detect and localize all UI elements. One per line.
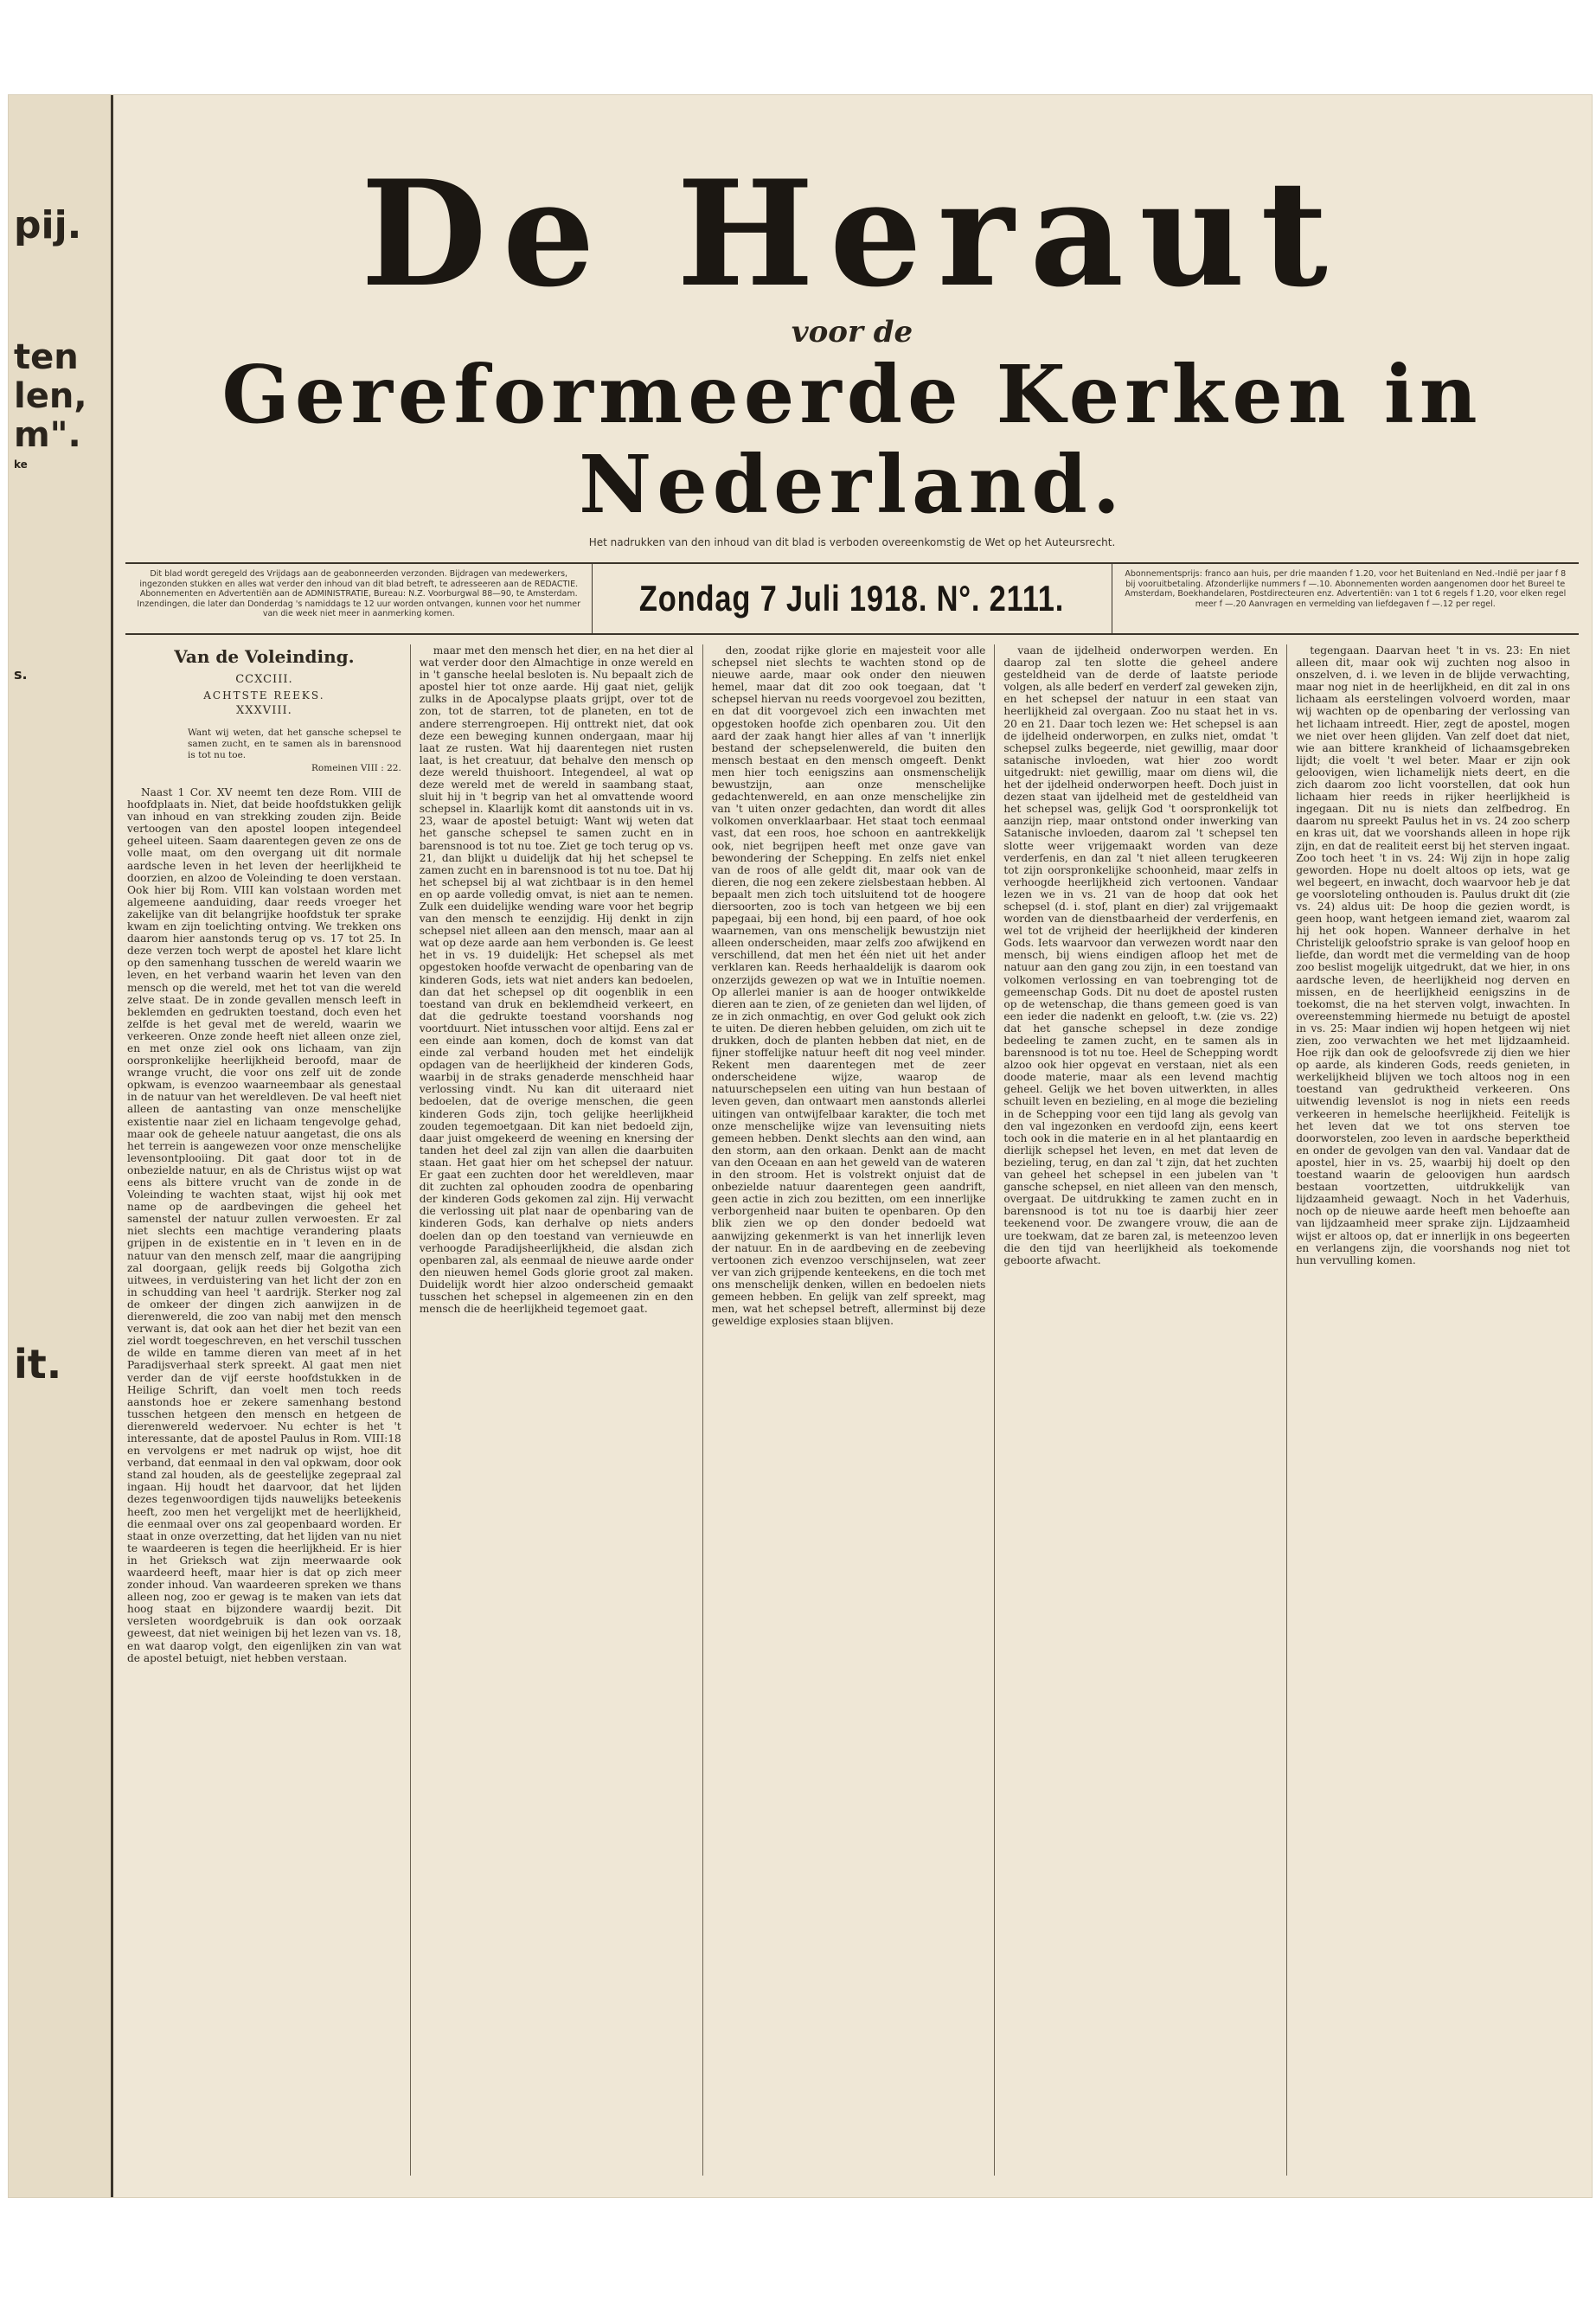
issue-date: Zondag 7 Juli 1918. N°. 2111. [639,578,1065,619]
editorial-info: Dit blad wordt geregeld des Vrijdags aan de geabonneerden verzonden. Bijdragen van medewerkers, ingezonden stukken en alles wat verder den inhoud van dit blad betreft, te adresseeren aan de REDACTIE. Abonnementen en Advertentiën aan de ADMINISTRATIE, Bureau: N.Z. Voorburgwal 88—90, te Amsterdam. Inzendingen, die later dan Donderdag 's namiddags te 12 uur worden ontvangen, kunnen voor het nummer van die week niet meer in aanmerking komen. [137,569,581,619]
strip-fragment: ten [14,337,79,377]
article-sub-number: XXXVIII. [236,704,292,717]
epigraph-text: Want wij weten, dat het gansche schepsel te samen zucht, en te samen als in barensnood is tot nu toe. [188,727,401,760]
adjacent-page-strip [9,95,113,2197]
column-text: maar met den mensch het dier, en na het dier al wat verder door den Almachtige in onze wereld en in 't gansche heelal besloten is. Nu bepaalt zich de apostel hier tot onze aarde. Hij gaat niet, gelijk zulks in de Apocalypse plaats grijpt, over tot de zon, tot de starren, tot de planeten, en tot de andere sterrengroepen. Hij onttrekt niet, dat ook deze een beweging kunnen ondergaan, maar hij laat ze rusten. Wat hij daarentegen niet rusten laat, is het creatuur, dat behalve den mensch op deze wereld thuishoort. Integendeel, al wat op deze wereld met de wereld in saambang staat, sluit hij in 't begrip van het al omvattende woord schepsel in. Klaarlijk komt dit aanstonds uit in vs. 23, waar de apostel betuigt: Want wij weten dat het gansche schepsel te samen zucht en in barensnood is tot nu toe. Ziet ge toch terug op vs. 21, dan blijkt u duidelijk dat hij het schepsel te zamen zucht en in barensnood is tot nu toe. Dat hij het schepsel bij al wat zichtbaar is in den hemel en op aarde volledig omvat, is niet aan te nemen. Zulk een duidelijke wending ware voor het begrip van den mensch te eenzijdig. Hij denkt in zijn schepsel niet alleen aan den mensch, maar aan al wat op deze aarde aan hem verbonden is. Ge leest het in vs. 19 duidelijk: Het schepsel als met opgestoken hoofde verwacht de openbaring van de kinderen Gods, iets wat niet anders kan bedoelen, dan dat het schepsel op dit oogenblik in een toestand van druk en beklemdheid verkeert, en dat die gedrukte toestand voorshands nog voortduurt. Niet intusschen voor altijd. Eens zal er een einde aan komen, doch de komst van dat einde zal verband houden met het eindelijk opdagen van de heerlijkheid der kinderen Gods, waarbij in de straks genaderde menschheid haar verlossing vindt. Nu kan dit uiteraard niet bedoelen, dat de overige menschen, die geen kinderen Gods zijn, toch gelijke heerlijkheid zouden tegemoetgaan. Dit kan niet bedoeld zijn, daar juist omgekeerd de weening en knersing der tanden het deel zal zijn van allen die daarbuiten staan. Het gaat hier om het schepsel der natuur. Er gaat een zuchten door het wereldleven, maar dit zuchten zal ophouden zoodra de openbaring der kinderen Gods gekomen zal zijn. Hij verwacht die verlossing uit plat naar de openbaring van de kinderen Gods, kan derhalve op niets anders doelen dan op den toestand van vernieuwde en verhoogde Paradijsheerlijkheid, die alsdan zich openbaren zal, als eenmaal de nieuwe aarde onder den nieuwen hemel Gods glorie groot zal maken. Duidelijk wordt hier alzoo onderscheid gemaakt tusschen het schepsel in algemeenen zin en den mensch die de heerlijkheid tegemoet gaat. [419,644,694,1316]
epigraph-reference: Romeinen VIII : 22. [311,763,401,773]
masthead-subtitle: voor de [791,315,913,349]
strip-fragment: pij. [14,203,82,247]
masthead-name: Gereformeerde Kerken in Nederland. [221,348,1483,531]
article-number: CCXCIII. [235,673,293,686]
column-text: Naast 1 Cor. XV neemt ten deze Rom. VIII de hoofdplaats in. Niet, dat beide hoofdstukken gelijk van inhoud en van strekking zouden zijn. Beide vertoogen van den apostel loopen integendeel geheel uiteen. Saam daarentegen geven ze ons de volle maat, om den overgang uit dit normale aardsche leven in het leven der heerlijkheid te doorzien, en alzoo de Voleinding te doen verstaan. Ook hier bij Rom. VIII kan volstaan worden met algemeene aanduiding, daar reeds vroeger het zakelijke van dit belangrijke hoofdstuk ter sprake kwam en zijn toelichting ontving. We trekken ons daarom hier aanstonds terug op vs. 17 tot 25. In deze verzen toch werpt de apostel het klare licht op den samenhang tusschen de wereld waarin we leven, en het verband waarin het leven van den mensch op die wereld, met het tot van die wereld zelve staat. De in zonde gevallen mensch leeft in beklemden en gedrukten toestand, doch even het zelfde is het geval met de wereld, waarin we verkeeren. Onze zonde heeft niet alleen onze ziel, en met onze ziel ook ons lichaam, van zijn oorspronkelijke heerlijkheid beroofd, maar de wrange vrucht, die voor ons zelf uit de zonde opkwam, is evenzoo waarneembaar als genestaal in de natuur van het wereldleven. De val heeft niet alleen de aantasting van onze menschelijke existentie naar ziel en lichaam tengevolge gehad, maar ook de geheele natuur aangetast, die ons als het terrein is aangewezen voor onze menschelijke levensontplooiing. Dit gaat door tot in de onbezielde natuur, en als de Christus wijst op wat eens als bittere vrucht van de zonde in de Voleinding te wachten staat, wijst hij ook met name op de aardbevingen die geheel het samenstel der natuur zullen verwoesten. Er zal niet slechts een machtige verandering plaats grijpen in de existentie en in 't leven en in de natuur van den mensch zelf, maar die aangrijping zal doorgaan, gelijk reeds bij Golgotha zich uitwees, in verduistering van het licht der zon en in schudding van heel 't aardrijk. Sterker nog zal de omkeer der dingen zich aanwijzen in de dierenwereld, die zoo van nabij met den mensch verwant is, dat ook aan het dier het bezit van een ziel wordt toegeschreven, en het verschil tusschen de wilde en tamme dieren van meet af in het Paradijsverhaal sterk spreekt. Al gaat men niet verder dan de vijf eerste hoofdstukken in de Heilige Schrift, dan voelt men toch reeds aanstonds hoe er zekere samenhang bestond tusschen hetgeen den mensch en hetgeen de dierenwereld wedervoer. Nu echter is het 't interessante, dat de apostel Paulus in Rom. VIII:18 en vervolgens er met nadruk op wijst, hoe dit verband, dat eenmaal in den val opkwam, door ook stand zal houden, als de geestelijke zegepraal zal ingaan. Hij houdt het daarvoor, dat het lijden dezes tegenwoordigen tijds nauwelijks beteekenis heeft, zoo men het vergelijkt met de heerlijkheid, die eenmaal over ons zal geopenbaard worden. Er staat in onze overzetting, dat het lijden van nu niet te waardeeren is tegen die heerlijkheid. Er is hier in het Grieksch wat zijn meerwaarde ook waardeerd heeft, maar hier is dat op zich meer zonder inhoud. Van waardeeren spreken we thans alleen nog, zoo er gewag is te maken van iets dat hoog staat en bijzondere waardij bezit. Dit versleten woordgebruik is dan ook oorzaak geweest, dat niet weinigen bij het lezen van vs. 18, en wat daarop volgt, den eigenlijken zin van wat de apostel betuigt, niet hebben verstaan. [127,786,401,1664]
article-title: Van de Voleinding. [174,646,355,667]
masthead-title: De Heraut [361,148,1343,319]
copyright-notice: Het nadrukken van den inhoud van dit blad is verboden overeenkomstig de Wet op het Auteursrecht. [588,536,1116,548]
column-3 [702,644,995,2176]
column-text: vaan de ijdelheid onderworpen werden. En daarop zal ten slotte die geheel andere gesteldheid van de derde of laatste periode volgen, als alle bederf en verderf zal geweken zijn, en het schepsel der natuur in een staat van heerlijkheid zal overgaan. Zoo nu staat het in vs. 20 en 21. Daar toch lezen we: Het schepsel is aan de ijdelheid onderworpen, en zulks niet, omdat 't schepsel zulks begeerde, niet gewillig, maar door satanische invloeden, wat hier zoo wordt uitgedrukt: niet gewillig, maar om diens wil, die het der ijdelheid onderworpen heeft. Doch juist in dezen staat van ijdelheid met de gesteldheid van het schepsel was, gelijk God 't oorspronkelijk tot aanzijn riep, maar ontstond onder inwerking van Satanische invloeden, daarom zal 't schepsel ten slotte weer vrijgemaakt worden van deze verderfenis, en dan zal 't niet alleen terugkeeren tot zijn oorspronkelijke schoonheid, maar zelfs in verhoogde heerlijkheid zich vertoonen. Vandaar lezen we in vs. 21 van de hoop dat ook het schepsel (d. i. stof, plant en dier) zal vrijgemaakt worden van de dienstbaarheid der verderfenis, en wel tot de vrijheid der heerlijkheid der kinderen Gods. Iets waarvoor dan verwezen wordt naar den mensch, bij wiens eindigen afloop het met de natuur aan den gang zou zijn, in een toestand van volkomen verlossing en van toebrenging tot de gemeenschap Gods. Dit nu doet de apostel rusten op de wetenschap, die thans gemeen goed is van een ieder die nadenkt en gelooft, t.w. (zie vs. 22) dat het gansche schepsel in deze zondige bedeeling te zamen zucht, en te samen als in barensnood is tot nu toe. Heel de Schepping wordt alzoo ook hier opgevat en verstaan, niet als een doode materie, maar als een levend machtig geheel. Gelijk we het boven uitwerkten, in alles schuilt leven en bezieling, en al moge die bezieling in de Schepping voor een tijd lang als gevolg van den val ingezonken en verdoofd zijn, eens keert toch ook in die materie en in al het plantaardig en dierlijk schepsel het leven, en met dat leven de bezieling, terug, en dan zal 't zijn, dat het zuchten van geheel het schepsel in een jubelen van 't gansche schepsel, en niet alleen van den mensch, overgaat. De uitdrukking te zamen zucht en in barensnood is tot nu toe is daarbij hier zeer teekenend voor. De zwangere vrouw, die aan de ure toekwam, dat ze baren zal, is meteenzoo leven die den tijd van heerlijkheid als toekomende geboorte afwacht. [1003,644,1279,1266]
article-series: ACHTSTE REEKS. [203,689,325,702]
column-text: den, zoodat rijke glorie en majesteit voor alle schepsel niet slechts te wachten stond op de nieuwe aarde, maar ook onder den nieuwen hemel, maar dat dit zoo ook toegaan, dat 't schepsel hiervan nu reeds voorgevoel zou bezitten, en dat dit voorgevoel zich een inwachten met opgestoken hoofde zich openbaren zou. Uit den aard der zaak hangt hier alles af van 't innerlijk bestand der schepselenwereld, die buiten den mensch bestaat en den mensch omgeeft. Denkt men hier toch eenigszins aan onsmenschelijk bewustzijn, aan onze menschelijke gedachtenwereld, en aan onze menschelijke zin van 't uiten onzer gedachten, dan wordt dit alles volkomen onverklaarbaar. Het staat toch eenmaal vast, dat een roos, hoe schoon en aantrekkelijk ook, niet begrijpen heeft met onze gave van bewondering der Schepping. En zelfs niet enkel van de roos of alle geldt dit, maar ook van de dieren, die nog een zekere zielsbestaan hebben. Al bepaalt men zich toch uitsluitend tot de hoogere diersoorten, zoo is toch van hetgeen we bij een papegaai, bij een hond, bij een paard, of hoe ook waarnemen, van ons menschelijk bewustzijn niet alleen onderscheiden, maar zelfs zoo afwijkend en verschillend, dat men het één niet uit het ander verklaren kan. Reeds herhaaldelijk is daarom ook onzerzijds gewezen op wat we in Intuïtie noemen. Op allerlei manier is aan de hooger ontwikkelde dieren aan te zien, of ze genieten dan wel lijden, of ze in zich onmachtig, en over God gelukt ook zich te uiten. De dieren hebben geluiden, om zich uit te drukken, doch de planten hebben dat niet, en de fijner stoffelijke natuur heeft dit nog veel minder. Rekent men daarentegen met de zeer onderscheidene wijze, waarop de natuurschepselen een uiting van hun bestaan of leven geven, dan ontwaart men aanstonds allerlei uitingen van ontwijfelbaar karakter, die toch met onze menschelijke wijze van levensuiting niets gemeen hebben. Denkt slechts aan den wind, aan den storm, aan den orkaan. Denkt aan de macht van den Oceaan en aan het geweld van de wateren in den stroom. Het is volstrekt onjuist dat de onbezielde natuur daarentegen geen aandrift, geen actie in zich zou bezitten, om een innerlijke verborgenheid naar buiten te openbaren. Op den blik zien we op den donder bedoeld wat aanwijzing gekenmerkt is van het innerlijk leven der natuur. En in de aardbeving en de zeebeving vertoonen zich evenzoo verschijnselen, wat zeer ver van zich grijpende kenteekens, en die toch met ons menschelijk denken, willen en bedoelen niets gemeen hebben. En gelijk van zelf spreekt, mag men, wat het schepsel betreft, allerminst bij deze geweldige explosies staan blijven. [711,644,986,1328]
column-text: tegengaan. Daarvan heet 't in vs. 23: En niet alleen dit, maar ook wij zuchten nog alsoo in onszelven, d. i. we leven in de blijde verwachting, maar nog niet in de heerlijkheid, en dit zal in ons lichaam als eerstelingen volvoerd worden, maar wij wachten op de openbaring der verlossing van het lichaam intreedt. Hier, zegt de apostel, mogen we niet over heen glijden. Van zelf doet dat niet, wie aan bittere krankheid of lichaamsgebreken lijdt; die voelt 't wel beter. Maar er zijn ook geloovigen, wien lichamelijk niets deert, en die zich daarom zoo licht voorstellen, dat ook hun lichaam hier reeds in rijker heerlijkheid is ingegaan. Dit nu is niets dan zelfbedrog. En daarom nu spreekt Paulus het in vs. 24 zoo scherp en kras uit, dat we voorshands alleen in hope rijk zijn, en dat de realiteit eerst bij het sterven ingaat. Zoo toch heet 't in vs. 24: Wij zijn in hope zalig geworden. Hope nu doelt altoos op iets, wat ge wel begeert, en inwacht, doch waarvoor heb je dat ge voorsloteling onthouden is. Paulus drukt dit (zie vs. 24) aldus uit: De hoop die gezien wordt, is geen hoop, want hetgeen iemand ziet, waarom zal hij het ook hopen. Wanneer derhalve in het Christelijk geloofstrio sprake is van geloof hoop en liefde, dan wordt met die vermelding van de hoop zoo beslist mogelijk uitgedrukt, dat we hier, in ons aardsche leven, de heerlijkheid nog derven en missen, en de heerlijkheid eenigszins in de toekomst, die na het sterven volgt, inwachten. In overeenstemming hiermede nu betuigt de apostel in vs. 25: Maar indien wij hopen hetgeen wij niet zien, zoo verwachten we het met lijdzaamheid. Hoe rijk dan ook de geloofsvrede zij dien we hier op aarde, als kinderen Gods, reeds genieten, in werkelijkheid blijven we toch altoos nog in een toestand van gedruktheid verkeeren. Ons uitwendig levenslot is nog in niets een reeds verkeeren in hemelsche heerlijkheid. Feitelijk is het leven dat we tot ons sterven toe doorworstelen, zoo leven in aardsche beperktheid en onder de gevolgen van den val. Vandaar dat de apostel, hier in vs. 25, waarbij hij doelt op den toestand waarin de geloovigen hun aardsch bestaan voortzetten, uitdrukkelijk van lijdzaamheid gewaagt. Noch in het Vaderhuis, noch op de nieuwe aarde heeft men behoefte aan van lijdzaamheid meer sprake zijn. Lijdzaamheid wijst er altoos op, dat er innerlijk in ons begeerten en verlangens zijn, die voorshands nog niet tot hun vervulling komen. [1296,644,1570,1266]
info-bar [125,562,1579,635]
strip-fragment: ke [14,458,28,471]
subscription-info: Abonnementsprijs: franco aan huis, per drie maanden f 1.20, voor het Buitenland en Ned.-Indië per jaar f 8 bij vooruitbetaling. Afzonderlijke nummers f —.10. Abonnementen worden aangenomen door het Bureel te Amsterdam, Boekhandelaren, Postdirecteuren enz. Advertentiën: van 1 tot 6 regels f 1.20, voor elken regel meer f —.20 Aanvragen en vermelding van liefdegaven f —.12 per regel. [1125,569,1567,609]
column-1 [125,644,410,2176]
date-box [592,564,1112,633]
strip-fragment: s. [14,666,28,683]
strip-fragment: it. [14,1341,62,1388]
column-2 [410,644,702,2176]
column-4 [994,644,1286,2176]
column-5 [1286,644,1579,2176]
strip-fragment: len, [14,376,87,416]
strip-fragment: m". [14,415,81,455]
masthead [125,148,1579,531]
front-page [125,130,1579,2180]
article-columns [125,644,1579,2176]
epigraph [188,727,401,774]
